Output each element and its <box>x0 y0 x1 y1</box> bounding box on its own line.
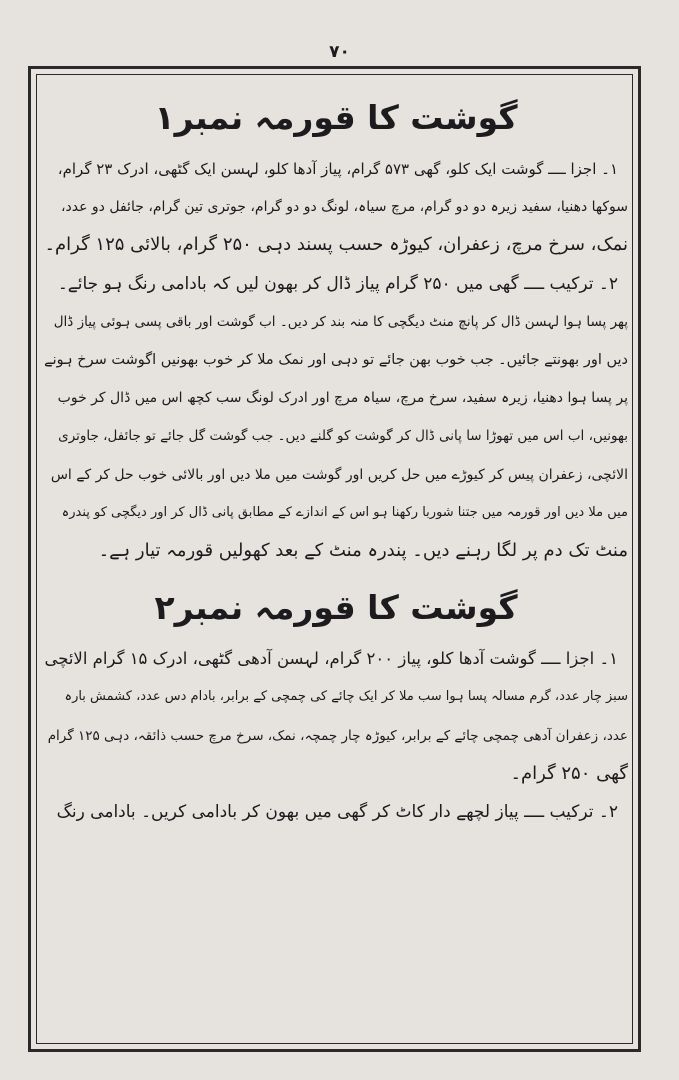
recipe-1-method-line: پر پسا ہوا دھنیا، زیرہ سفید، سرخ مرچ، سیاہ مرچ اور ادرک لونگ سب کچھ اس میں ڈال کر خوب <box>57 390 628 407</box>
recipe-2-ingredients-line: عدد، زعفران آدھی چمچی چائے کے برابر، کیوڑہ چار چمچہ، نمک، سرخ مرچ حسب ذائقہ، دہی ۱۲۵ گرام <box>47 727 628 744</box>
recipe-2-title: گوشت کا قورمہ نمبر۲ <box>154 588 518 628</box>
recipe-1-method-line: ۲۔ ترکیب ــــ گھی میں ۲۵۰ گرام پیاز ڈال کر بھون لیں کہ بادامی رنگ ہو جائے۔ <box>57 273 618 294</box>
recipe-2-ingredients-line: ۱۔ اجزا ــــ گوشت آدھا کلو، پیاز ۲۰۰ گرام، لہسن آدھی گٹھی، ادرک ۱۵ گرام الائچی <box>44 649 618 669</box>
page-number: ۷۰ <box>329 42 350 62</box>
recipe-2-method-line: ۲۔ ترکیب ــــ پیاز لچھے دار کاٹ کر گھی میں بھون کر بادامی کریں۔ بادامی رنگ <box>56 802 618 823</box>
recipe-1-method-line: میں ملا دیں اور قورمہ میں جتنا شوربا رکھنا ہو اس کے اندازے کے مطابق پانی ڈال کر اور دیگچی کو پندرہ <box>61 504 628 520</box>
recipe-1-ingredients-line: ۱۔ اجزا ــــ گوشت ایک کلو، گھی ۵۷۳ گرام، پیاز آدھا کلو، لہسن ایک گٹھی، ادرک ۲۳ گرام، <box>57 160 618 178</box>
recipe-1-method-line: بھونیں، اب اس میں تھوڑا سا پانی ڈال کر گوشت کو گلنے دیں۔ جب گوشت گل جائے تو جائفل، جاوتری <box>58 428 628 445</box>
recipe-1-ingredients-line: نمک، سرخ مرچ، زعفران، کیوڑہ حسب پسند دہی ۲۵۰ گرام، بالائی ۱۲۵ گرام۔ <box>44 234 628 256</box>
page-content <box>44 80 628 1040</box>
recipe-2-ingredients-line: گھی ۲۵۰ گرام۔ <box>510 762 628 784</box>
recipe-1-method-line: منٹ تک دم پر لگا رہنے دیں۔ پندرہ منٹ کے بعد کھولیں قورمہ تیار ہے۔ <box>98 540 628 562</box>
recipe-1-method-line: الائچی، زعفران پیس کر کیوڑے میں حل کریں اور گوشت میں ملا دیں اور بالائی خوب حل کر کے اس <box>50 466 628 483</box>
recipe-1-title: گوشت کا قورمہ نمبر۱ <box>154 98 518 137</box>
recipe-1-ingredients-line: سوکھا دھنیا، سفید زیرہ دو دو گرام، مرچ سیاہ، لونگ دو دو گرام، جوتری تین گرام، جائفل دو عدد، <box>61 199 628 216</box>
recipe-1-method-line: پھر پسا ہوا لہسن ڈال کر پانچ منٹ دیگچی کا منہ بند کر دیں۔ اب گوشت اور باقی پسی ہوئی پیاز ڈال <box>53 313 628 330</box>
recipe-2-ingredients-line: سبز چار عدد، گرم مسالہ پسا ہوا سب ملا کر ایک چائے کی چمچی کے برابر، بادام دس عدد، کشمش بارہ <box>64 689 628 705</box>
recipe-1-method-line: دیں اور بھونتے جائیں۔ جب خوب بھن جائے تو دہی اور نمک ملا کر خوب بھونیں اگوشت سرخ ہونے <box>44 352 628 369</box>
